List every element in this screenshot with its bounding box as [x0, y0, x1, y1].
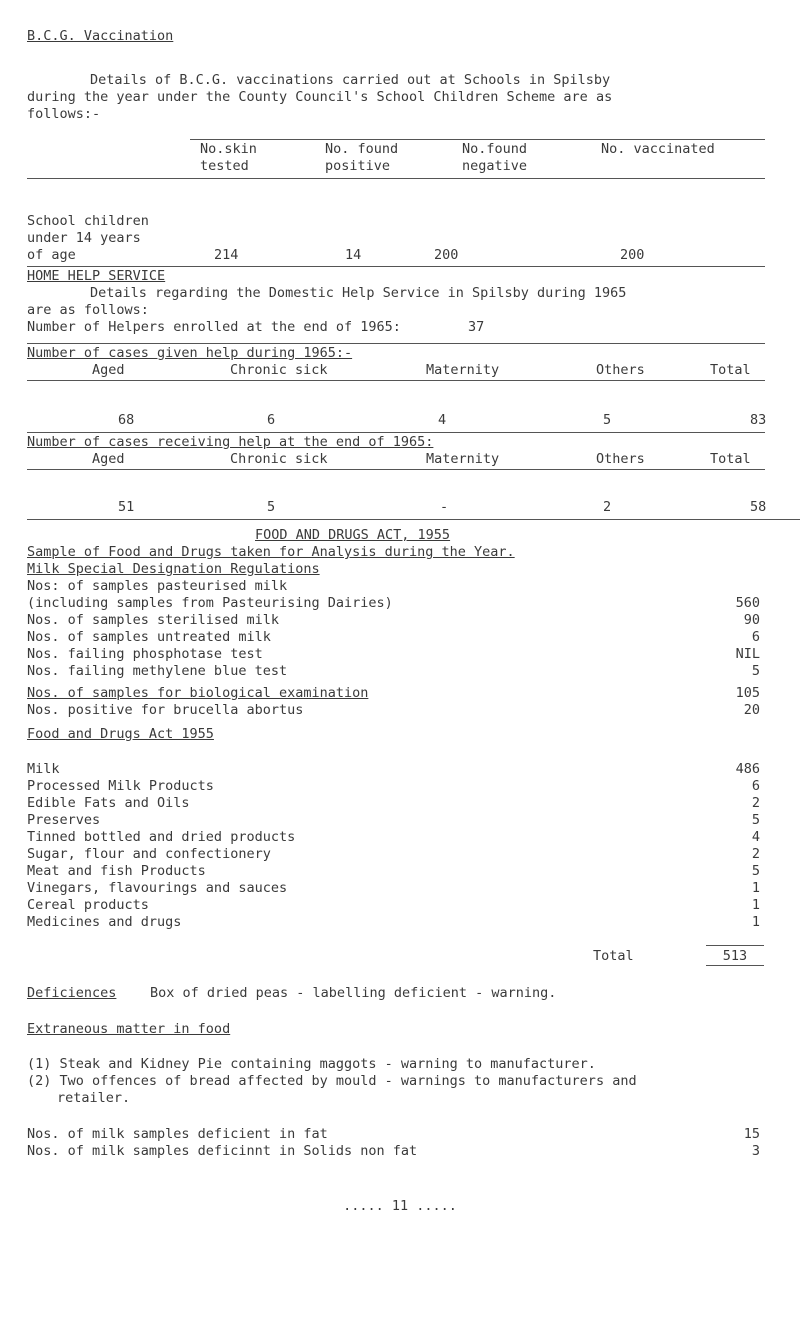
item-label: Edible Fats and Oils [27, 795, 190, 811]
phosphotase-value: NIL [735, 646, 760, 662]
table2-chronic-value: 5 [267, 499, 276, 515]
fat-deficient-label: Nos. of milk samples deficient in fat [27, 1126, 328, 1142]
bcg-intro-line2: during the year under the County Council's School Children Scheme are as [27, 89, 613, 105]
item-value: 4 [751, 829, 760, 845]
bcg-row-label-line2: under 14 years [27, 230, 141, 246]
item-label: Cereal products [27, 897, 149, 913]
table1-header-rule [27, 380, 765, 381]
table1-chronic-value: 6 [267, 412, 276, 428]
item-label: Processed Milk Products [27, 778, 214, 794]
item-label: Preserves [27, 812, 101, 828]
item-label: Milk [27, 761, 60, 777]
table1-top-rule [27, 343, 765, 344]
item-value: 6 [751, 778, 760, 794]
helpers-enrolled-label: Number of Helpers enrolled at the end of 1965: [27, 319, 401, 335]
table1-others-value: 5 [603, 412, 612, 428]
food-heading: FOOD AND DRUGS ACT, 1955 [255, 527, 451, 543]
total-bottom-rule [706, 965, 764, 966]
home-help-top-rule [27, 266, 765, 267]
table2-col-chronic-sick: Chronic sick [230, 451, 328, 467]
item-label: Vinegars, flavourings and sauces [27, 880, 288, 896]
item-value: 1 [751, 914, 760, 930]
pasteurised-label-line2: (including samples from Pasteurising Dairies) [27, 595, 393, 611]
table2-total-value: 58 [750, 499, 767, 515]
table2-top-rule [27, 432, 765, 433]
bcg-intro-line3: follows:- [27, 106, 101, 122]
item-value: 1 [751, 880, 760, 896]
sterilised-value: 90 [743, 612, 760, 628]
total-value: 513 [722, 948, 748, 964]
deficiences-text: Box of dried peas - labelling deficient - warning. [150, 985, 557, 1001]
bcg-positive-value: 14 [345, 247, 362, 263]
table1-col-maternity: Maternity [426, 362, 500, 378]
bcg-col-skin-tested-2: tested [200, 158, 249, 174]
untreated-label: Nos. of samples untreated milk [27, 629, 271, 645]
table1-col-aged: Aged [92, 362, 125, 378]
table2-title: Number of cases receiving help at the end of 1965: [27, 434, 434, 450]
sterilised-label: Nos. of samples sterilised milk [27, 612, 279, 628]
bcg-col-positive-1: No. found [325, 141, 399, 157]
table2-col-others: Others [596, 451, 645, 467]
bcg-vaccinated-value: 200 [620, 247, 645, 263]
bcg-skin-tested-value: 214 [214, 247, 239, 263]
table2-col-aged: Aged [92, 451, 125, 467]
brucella-label: Nos. positive for brucella abortus [27, 702, 304, 718]
act-heading: Food and Drugs Act 1955 [27, 726, 214, 742]
pasteurised-label-line1: Nos: of samples pasteurised milk [27, 578, 288, 594]
home-help-intro-line2: are as follows: [27, 302, 149, 318]
page-number: ..... 11 ..... [343, 1198, 457, 1214]
table2-col-total: Total [710, 451, 751, 467]
bcg-header-top-rule [190, 139, 765, 140]
table2-col-maternity: Maternity [426, 451, 500, 467]
item-label: Meat and fish Products [27, 863, 206, 879]
home-help-heading: HOME HELP SERVICE [27, 268, 166, 284]
extraneous-item-2-line1: (2) Two offences of bread affected by mould - warnings to manufacturers and [27, 1073, 637, 1089]
table2-maternity-value: - [440, 499, 449, 515]
table1-col-chronic-sick: Chronic sick [230, 362, 328, 378]
table1-title: Number of cases given help during 1965:- [27, 345, 353, 361]
page-heading: B.C.G. Vaccination [27, 28, 174, 44]
item-value: 2 [751, 795, 760, 811]
home-help-intro-line1: Details regarding the Domestic Help Service in Spilsby during 1965 [90, 285, 627, 301]
bcg-row-label-line1: School children [27, 213, 149, 229]
bcg-col-vaccinated: No. vaccinated [601, 141, 715, 157]
pasteurised-value: 560 [735, 595, 760, 611]
item-value: 1 [751, 897, 760, 913]
bcg-header-bottom-rule [27, 178, 765, 179]
bcg-col-positive-2: positive [325, 158, 391, 174]
extraneous-item-1: (1) Steak and Kidney Pie containing maggots - warning to manufacturer. [27, 1056, 596, 1072]
table2-others-value: 2 [603, 499, 612, 515]
table2-header-rule [27, 469, 765, 470]
solids-deficient-label: Nos. of milk samples deficinnt in Solids non fat [27, 1143, 418, 1159]
total-top-rule [706, 945, 764, 946]
bcg-col-negative-2: negative [462, 158, 528, 174]
home-help-bottom-rule [27, 519, 800, 520]
bcg-col-skin-tested-1: No.skin [200, 141, 257, 157]
item-value: 2 [751, 846, 760, 862]
total-label: Total [593, 948, 634, 964]
extraneous-item-2-line2: retailer. [57, 1090, 131, 1106]
biological-value: 105 [735, 685, 760, 701]
bcg-negative-value: 200 [434, 247, 459, 263]
item-value: 5 [751, 863, 760, 879]
bcg-row-label-line3: of age [27, 247, 76, 263]
methylene-value: 5 [751, 663, 760, 679]
table1-total-value: 83 [750, 412, 767, 428]
helpers-enrolled-value: 37 [468, 319, 485, 335]
phosphotase-label: Nos. failing phosphotase test [27, 646, 263, 662]
table1-aged-value: 68 [118, 412, 135, 428]
milk-regs-heading: Milk Special Designation Regulations [27, 561, 320, 577]
table1-maternity-value: 4 [438, 412, 447, 428]
methylene-label: Nos. failing methylene blue test [27, 663, 288, 679]
food-subheading: Sample of Food and Drugs taken for Analysis during the Year. [27, 544, 515, 560]
bcg-col-negative-1: No.found [462, 141, 528, 157]
item-label: Medicines and drugs [27, 914, 182, 930]
item-label: Sugar, flour and confectionery [27, 846, 271, 862]
biological-label: Nos. of samples for biological examination [27, 685, 369, 701]
item-value: 486 [735, 761, 760, 777]
brucella-value: 20 [743, 702, 760, 718]
table1-col-others: Others [596, 362, 645, 378]
extraneous-heading: Extraneous matter in food [27, 1021, 231, 1037]
item-value: 5 [751, 812, 760, 828]
table1-col-total: Total [710, 362, 751, 378]
solids-deficient-value: 3 [751, 1143, 760, 1159]
deficiences-label: Deficiences [27, 985, 117, 1001]
table2-aged-value: 51 [118, 499, 135, 515]
item-label: Tinned bottled and dried products [27, 829, 296, 845]
untreated-value: 6 [751, 629, 760, 645]
fat-deficient-value: 15 [743, 1126, 760, 1142]
bcg-intro-line1: Details of B.C.G. vaccinations carried out at Schools in Spilsby [90, 72, 611, 88]
